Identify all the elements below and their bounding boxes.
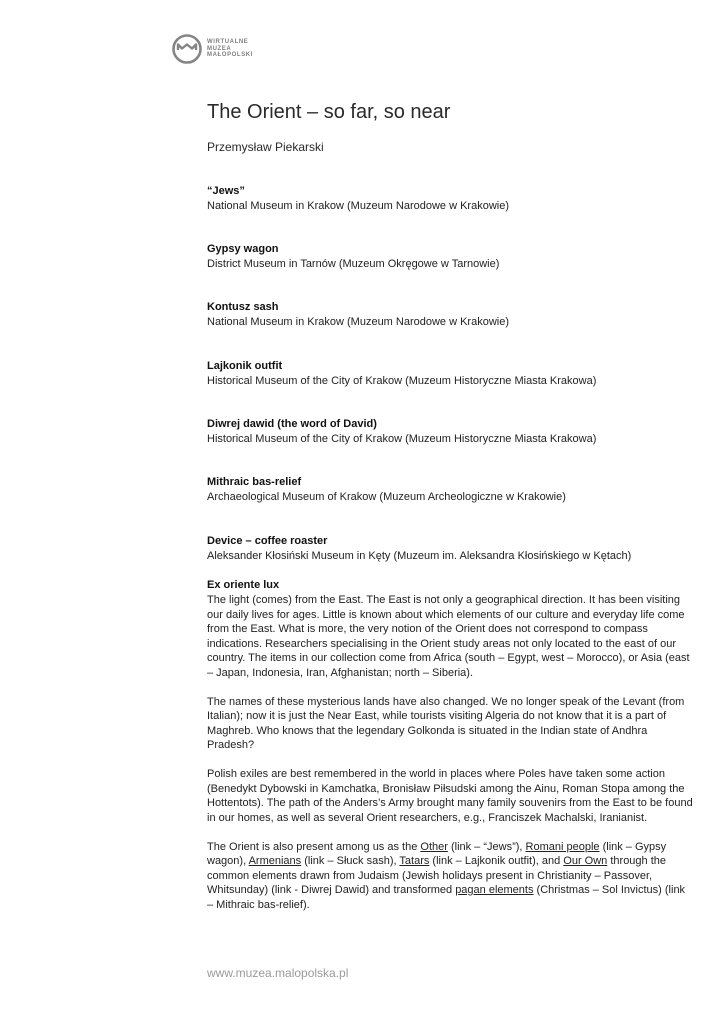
exhibit-museum: Historical Museum of the City of Krakow (Muzeum Historyczne Miasta Krakowa) [207, 433, 597, 445]
author-name: Przemysław Piekarski [207, 140, 324, 154]
list-item [207, 242, 499, 272]
list-item [207, 184, 509, 214]
exhibit-name: “Jews” [207, 185, 245, 197]
footer-url[interactable]: www.muzea.malopolska.pl [207, 966, 349, 980]
exhibit-museum: Aleksander Kłosiński Museum in Kęty (Muzeum im. Aleksandra Kłosińskiego w Kętach) [207, 550, 632, 562]
exhibit-name: Lajkonik outfit [207, 360, 283, 372]
site-logo [171, 33, 253, 65]
wmm-logo-icon [171, 33, 203, 65]
page-title: The Orient – so far, so near [207, 101, 451, 123]
list-item [207, 417, 596, 447]
exhibit-name: Gypsy wagon [207, 243, 279, 255]
link-armenians[interactable]: Armenians [248, 855, 302, 867]
exhibit-name: Diwrej dawid (the word of David) [207, 418, 377, 430]
paragraph: The Orient is also present among us as the Other (link – “Jews”), Romani people (link – Gypsy wagon), Armenians (link – Słuck sash), Tatars (link – Lajkonik outfit), and Our Own through the common elements drawn from Judaism (Jewish holidays present in Christianity – Passover, Whitsunday) (link - Diwrej Dawid) and transformed pagan elements (Christmas – Sol Invictus) (link – Mithraic bas-relief). [207, 840, 686, 911]
article-body [207, 578, 693, 927]
article-heading: Ex oriente lux [207, 579, 280, 591]
paragraph: The light (comes) from the East. The East is not only a geographical direction. It has been visiting our daily lives for ages. Little is known about which elements of our culture and everyday life come from the East. What is more, the very notion of the Orient does not correspond to compass indications. Researchers specialising in the Orient study areas not only located to the east of our country. The items in our collection come from Africa (south – Egypt, west – Morocco), or Asia (east – Japan, Indonesia, Iran, Afghanistan; north – Siberia). [207, 594, 690, 679]
link-pagan-elements[interactable]: pagan elements [455, 884, 534, 896]
paragraph: The names of these mysterious lands have also changed. We no longer speak of the Levant (from Italian); now it is just the Near East, while tourists visiting Algeria do not know that it is a part of Maghreb. Who knows that the legendary Golkonda is situated in the Indian state of Andhra Pradesh? [207, 695, 685, 751]
exhibit-museum: Archaeological Museum of Krakow (Muzeum Archeologiczne w Krakowie) [207, 491, 566, 503]
link-our-own[interactable]: Our Own [563, 855, 608, 867]
exhibit-museum: National Museum in Krakow (Muzeum Narodowe w Krakowie) [207, 316, 510, 328]
exhibit-museum: District Museum in Tarnów (Muzeum Okręgowe w Tarnowie) [207, 258, 500, 270]
exhibit-name: Mithraic bas-relief [207, 476, 302, 488]
list-item [207, 359, 596, 389]
paragraph: Polish exiles are best remembered in the world in places where Poles have taken some action (Benedykt Dybowski in Kamchatka, Bronisław Piłsudski among the Ainu, Roman Stopa among the Hottentots). The path of the Anders’s Army brought many family souvenirs from the East to be found in our homes, as well as several Orient researchers, e.g., Franciszek Machalski, Iranianist. [207, 768, 693, 824]
logo-wordmark: WIRTUALNE MUZEA MAŁOPOLSKI [207, 39, 253, 59]
exhibit-name: Device – coffee roaster [207, 535, 328, 547]
link-tatars[interactable]: Tatars [399, 855, 430, 867]
link-other[interactable]: Other [420, 840, 448, 853]
list-item [207, 534, 631, 564]
list-item [207, 300, 509, 330]
exhibit-museum: Historical Museum of the City of Krakow (Muzeum Historyczne Miasta Krakowa) [207, 375, 597, 387]
link-romani-people[interactable]: Romani people [525, 840, 600, 853]
list-item [207, 475, 566, 505]
exhibit-museum: National Museum in Krakow (Muzeum Narodowe w Krakowie) [207, 200, 510, 212]
exhibit-name: Kontusz sash [207, 301, 279, 313]
